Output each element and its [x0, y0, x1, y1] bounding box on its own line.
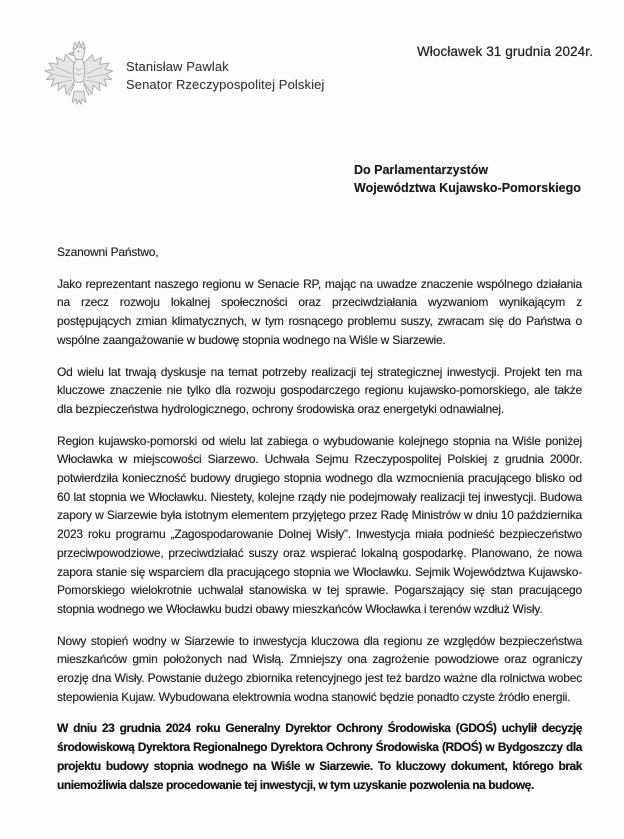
paragraph-5: W dniu 23 grudnia 2024 roku Generalny Dyrektor Ochrony Środowiska (GDOŚ) uchylił decyzję środowiskową Dyrektora Regionalnego Dyrektora Ochrony Środowiska (RDOŚ) w Bydgoszczy dla projektu budowy stopnia wodnego na Wiśle w Siarzewie. To kluczowy dokument, którego brak uniemożliwia dalsze procedowanie tej inwestycji, w tym uzyskanie pozwolenia na budowę. [57, 721, 582, 792]
letter-body [57, 243, 582, 807]
polish-eagle-emblem-icon [42, 36, 116, 122]
paragraph-3: Region kujawsko-pomorski od wielu lat zabiega o wybudowanie kolejnego stopnia na Wiśle poniżej Włocławka w miejscowości Siarzewo. Uchwała Sejmu Rzeczypospolitej Polskiej z grudnia 2000r. potwierdziła konieczność budowy drugiego stopnia wodnego dla wzmocnienia pracującego blisko od 60 lat stopnia we Włocławku. Niestety, kolejne rządy nie podejmowały realizacji tej inwestycji. Budowa zapory w Siarzewie była istotnym elementem przyjętego przez Radę Ministrów w dniu 10 października 2023 roku programu „Zagospodarowanie Dolnej Wisły”. Inwestycja miała podnieść bezpieczeństwo przeciwpowodziowe, przeciwdziałać suszy oraz wspierać lokalną gospodarkę. Planowano, że nowa zapora stanie się wsparciem dla pracującego stopnia we Włocławku. Sejmik Województwa Kujawsko-Pomorskiego wielokrotnie uchwalał stanowiska w tej sprawie. Pogarszający się stan pracującego stopnia wodnego we Włocławku budzi obawy mieszkańców Włocławka i terenów wzdłuż Wisły. [57, 433, 582, 616]
recipient-line-2: Województwa Kujawsko-Pomorskiego [354, 181, 581, 195]
dateline: Włocławek 31 grudnia 2024r. [416, 44, 593, 59]
sender-title: Senator Rzeczypospolitej Polskiej [126, 77, 325, 92]
salutation: Szanowni Państwo, [57, 245, 159, 259]
paragraph-4: Nowy stopień wodny w Siarzewie to inwestycja kluczowa dla regionu ze względów bezpieczeństwa mieszkańców gmin położonych nad Wisłą. Zmniejszy ona zagrożenie powodziowe oraz ograniczy erozję dna Wisły. Powstanie dużego zbiornika retencyjnego jest też bardzo ważne dla rolnictwa wobec stepowienia Kujaw. Wybudowana elektrownia wodna stanowić będzie ponadto czyste źródło energii. [57, 633, 582, 704]
paragraph-2: Od wielu lat trwają dyskusje na temat potrzeby realizacji tej strategicznej inwestycji. Projekt ten ma kluczowe znaczenie nie tylko dla rozwoju gospodarczego regionu kujawsko-pomorskiego, ale także dla bezpieczeństwa hydrologicznego, ochrony środowiska oraz energetyki odnawialnej. [57, 364, 582, 416]
recipient-block [354, 161, 581, 197]
paragraph-1: Jako reprezentant naszego regionu w Senacie RP, mając na uwadze znaczenie wspólnego działania na rzecz rozwoju lokalnej społeczności oraz przeciwdziałania wyzwaniom wynikającym z postępujących zmian klimatycznych, w tym rosnącego problemu suszy, zwracam się do Państwa o wspólne zaangażowanie w budowę stopnia wodnego na Wiśle w Siarzewie. [57, 276, 582, 347]
recipient-line-1: Do Parlamentarzystów [354, 163, 489, 177]
sender-name: Stanisław Pawlak [126, 59, 229, 74]
sender-block [126, 58, 324, 94]
